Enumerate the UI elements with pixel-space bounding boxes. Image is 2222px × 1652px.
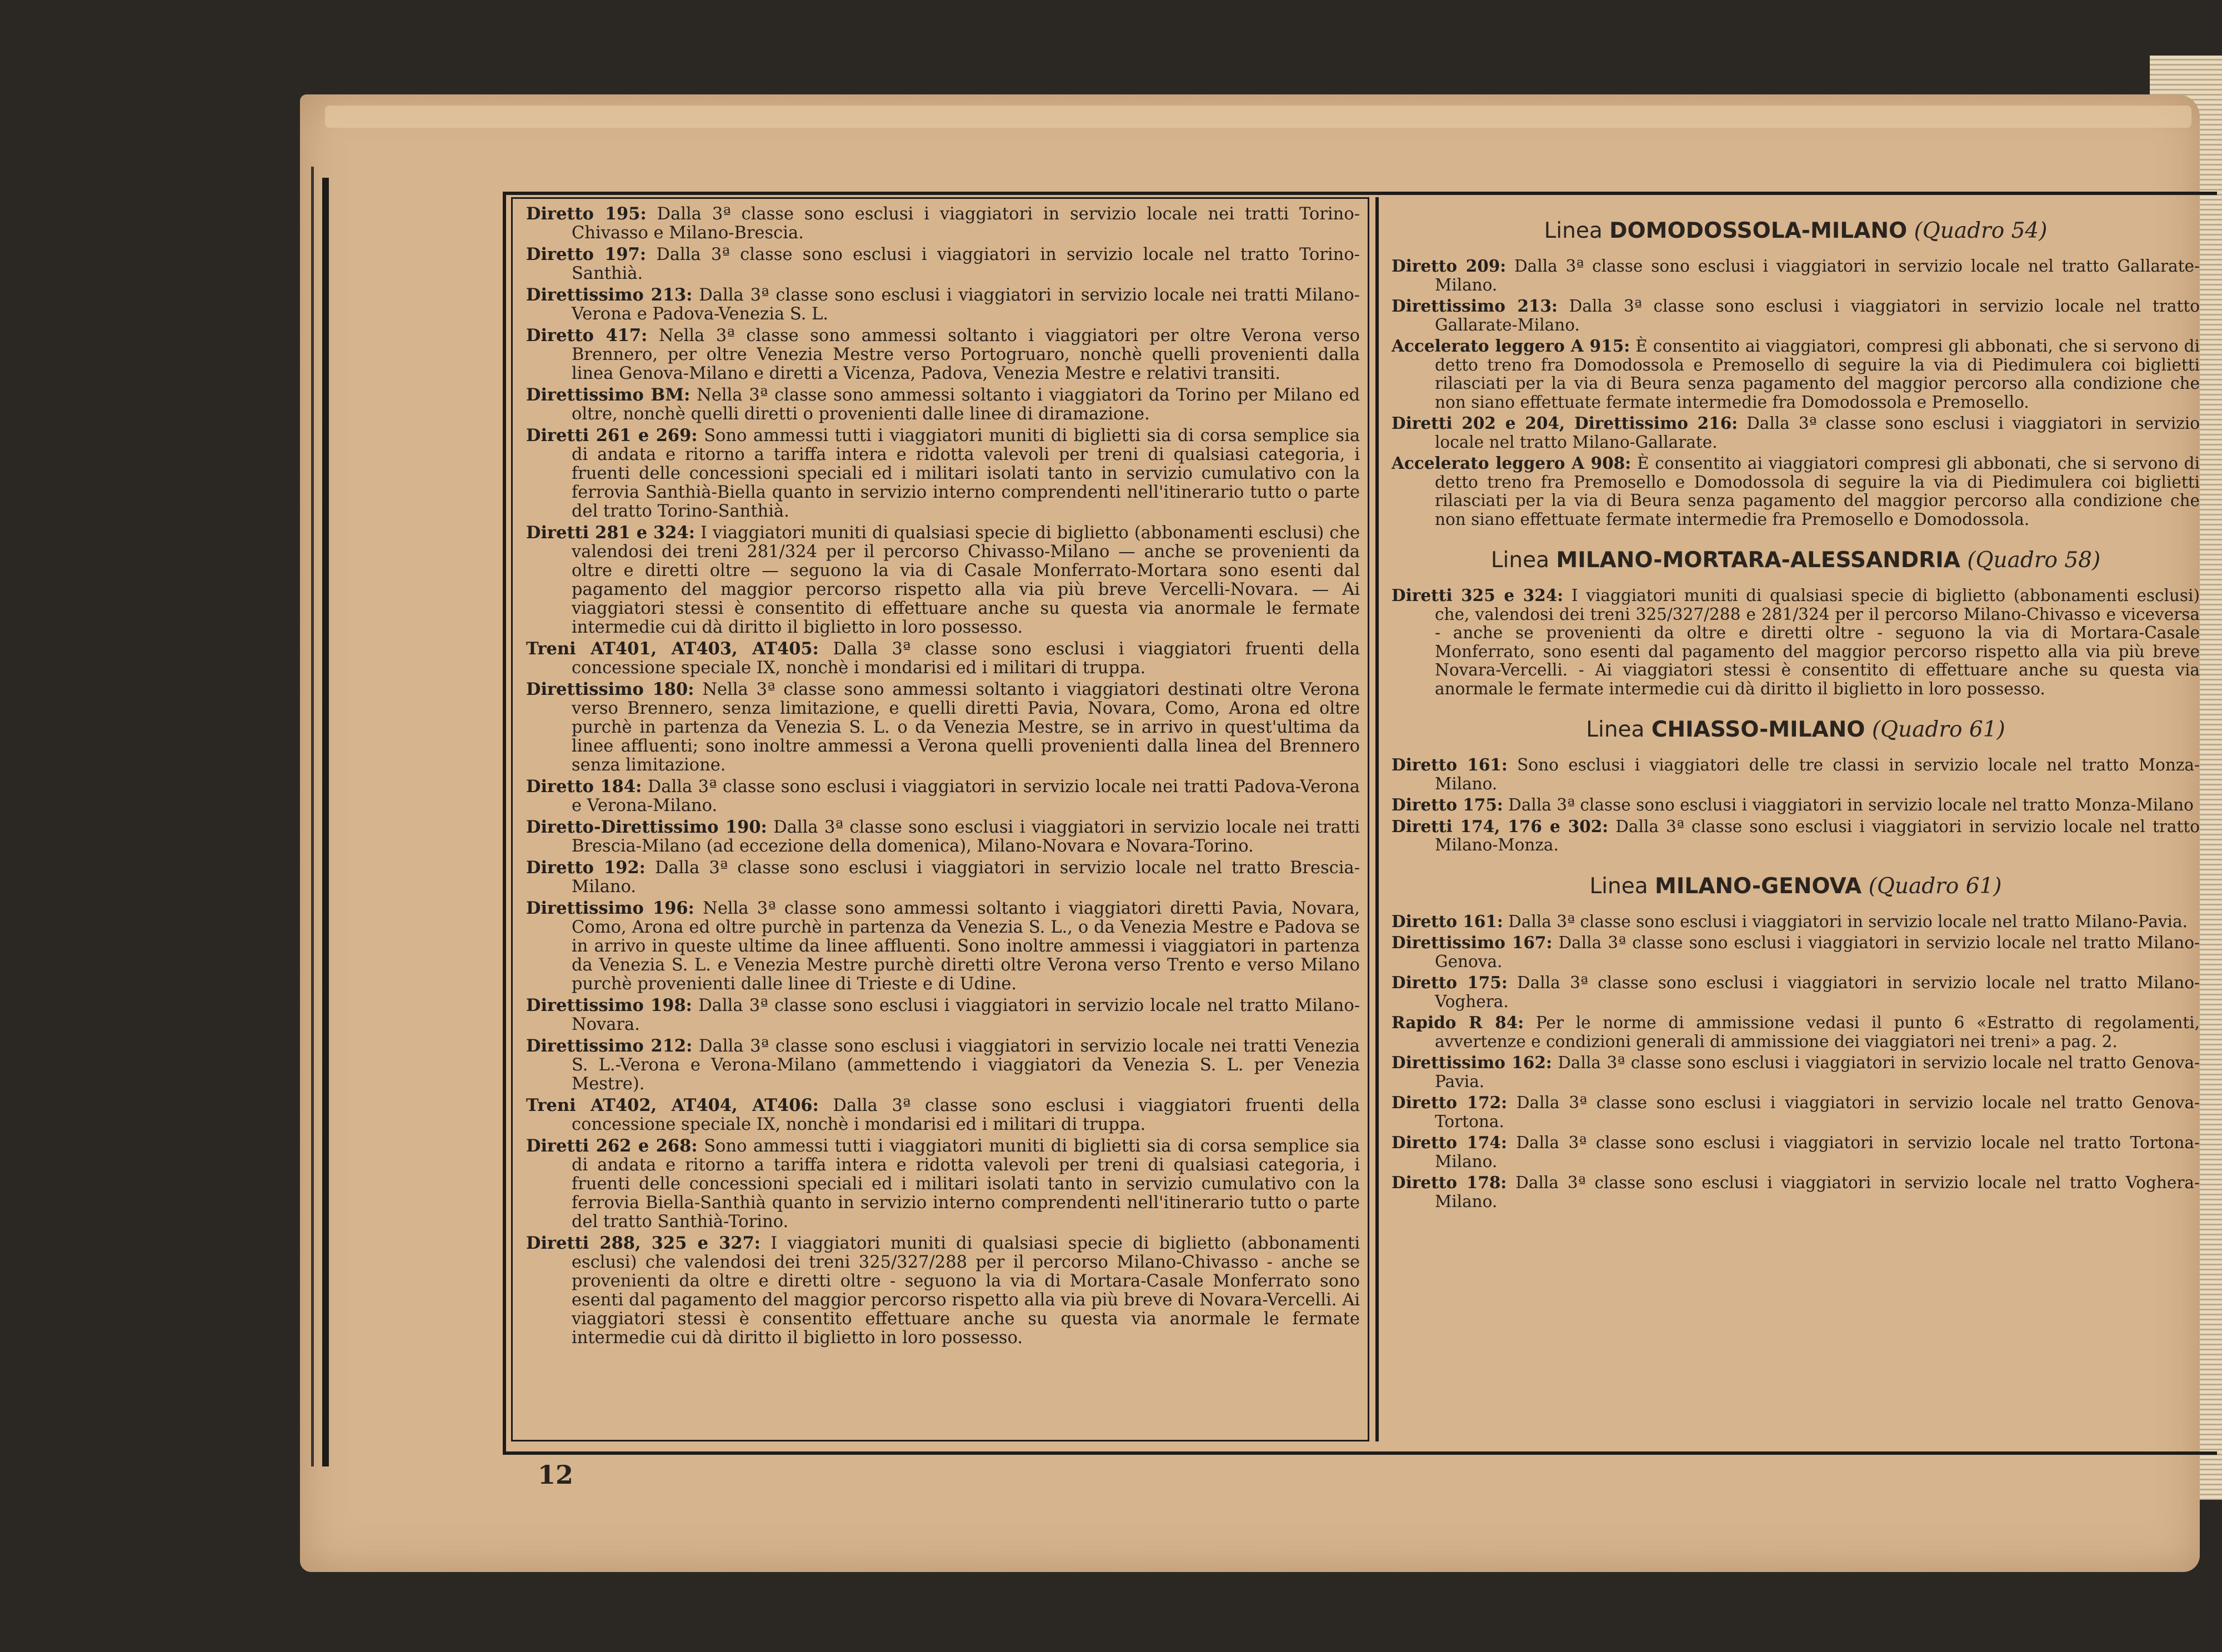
entry-text: Dalla 3ª classe sono esclusi i viaggiatori in servizio locale nel tratto Milano-Voghera. (1435, 973, 2200, 1011)
entry-title: Diretto 175: (1392, 973, 1508, 992)
notice-entry (1392, 817, 2200, 855)
entry-text: Nella 3ª classe sono ammessi soltanto i viaggiatori da Torino per Milano ed oltre, nonchè quelli diretti o provenienti dalle linee di diramazione. (572, 386, 1360, 424)
entry-text: Dalla 3ª classe sono esclusi i viaggiatori fruenti della concessione speciale IX, nonchè i mondarisi ed i militari di truppa. (572, 1096, 1360, 1134)
notice-entry (1392, 1093, 2200, 1131)
entry-text: I viaggiatori muniti di qualsiasi specie di biglietto (abbonamenti esclusi) che, valendosi dei treni 325/327/288 e 281/324 per il percorso Milano-Chivasso e viceversa - anche se provenienti da oltre e diretti oltre - seguono la via di Mortara-Casale Monferrato, sono esenti dal pagamento del maggior percorso rispetto alla via più breve Novara-Vercelli. - Ai viaggiatori stessi è consentito di effettuare anche su questa via anormale le fermate intermedie cui dà diritto il biglietto in loro possesso. (1435, 586, 2200, 698)
notice-entry (1392, 414, 2200, 452)
entry-text: Dalla 3ª classe sono esclusi i viaggiatori in servizio locale nei tratti Brescia-Milano (ad eccezione della domenica), Milano-Novara e Novara-Torino. (572, 818, 1360, 856)
entry-text: Nella 3ª classe sono ammessi soltanto i viaggiatori diretti Pavia, Novara, Como, Arona ed oltre purchè in partenza da Venezia S. L., o da Venezia Mestre e Padova se in arrivo in queste ultime da linee affluenti. Sono inoltre ammessi i viaggiatori in partenza da Venezia S. L. e Venezia Mestre purchè diretti oltre Verona verso Trento e verso Milano purchè provenienti dalle linee di Trieste e di Udine. (572, 899, 1360, 994)
entry-text: È consentito ai viaggiatori compresi gli abbonati, che si servono di detto treno fra Premosello e Domodossola di seguire la via di Piedimulera coi biglietti rilasciati per la via di Beura senza pagamento del maggior percorso alla condizione che non siano effettuate fermate intermedie fra Premosello e Domodossola. (1435, 454, 2200, 529)
gutter-rule-outer (311, 167, 314, 1466)
entry-text: Dalla 3ª classe sono esclusi i viaggiatori in servizio locale nel tratto Tortona-Milano. (1435, 1133, 2200, 1171)
entry-title: Direttissimo 212: (526, 1036, 693, 1056)
notice-entry (526, 204, 1360, 243)
entry-title: Diretto 172: (1392, 1093, 1508, 1112)
line-label: Linea (1490, 548, 1549, 573)
page-top-edge (325, 106, 2191, 128)
notice-entry (1392, 1133, 2200, 1171)
notice-entry (1392, 337, 2200, 412)
column-divider (1375, 197, 1379, 1441)
entry-title: Diretto 195: (526, 204, 647, 224)
notice-entry (1392, 973, 2200, 1011)
right-column (1386, 197, 2200, 1441)
notice-entry (1392, 454, 2200, 529)
notice-entry (526, 326, 1360, 383)
page-number: 12 (538, 1460, 574, 1490)
entry-text: Dalla 3ª classe sono esclusi i viaggiatori in servizio locale nei tratti Padova-Verona e Verona-Milano. (572, 777, 1360, 815)
notice-entry (526, 386, 1360, 424)
entry-text: Dalla 3ª classe sono esclusi i viaggiatori in servizio locale nel tratto Milano-Gallarate. (1435, 414, 2200, 452)
notice-entry (1392, 912, 2200, 932)
entry-text: È consentito ai viaggiatori, compresi gli abbonati, che si servono di detto treno fra Domodossola e Premosello di seguire la via di Piedimulera coi biglietti rilasciati per la via di Beura senza pagamento del maggior percorso alla condizione che non siano effettuate fermate intermedie fra Domodossola e Premosello. (1435, 337, 2200, 412)
notice-entry (526, 426, 1360, 521)
notice-entry (526, 858, 1360, 897)
entry-title: Diretto 178: (1392, 1173, 1507, 1192)
entry-title: Direttissimo 196: (526, 898, 694, 918)
entry-text: Dalla 3ª classe sono esclusi i viaggiatori in servizio locale nel tratto Gallarate-Milano. (1435, 297, 2200, 334)
line-label: Linea (1586, 717, 1645, 742)
entry-title: Diretto 197: (526, 244, 647, 264)
notice-entry (526, 1096, 1360, 1134)
entry-text: I viaggiatori muniti di qualsiasi specie di biglietto (abbonamenti esclusi) che valendosi dei treni 325/327/288 per il percorso Milano-Chivasso - anche se provenienti da oltre e diretti oltre - seguono la via di Mortara-Casale Monferrato sono esenti dal pagamento del maggior percorso rispetto alla via più breve di Novara-Vercelli. Ai viaggiatori stessi è consentito effettuare anche su questa via anormale le fermate intermedie cui dà diritto il biglietto in loro possesso. (572, 1234, 1360, 1348)
left-column (511, 197, 1369, 1441)
entry-title: Diretti 288, 325 e 327: (526, 1233, 761, 1253)
entry-text: Dalla 3ª classe sono esclusi i viaggiatori fruenti della concessione speciale IX, nonchè i mondarisi ed i militari di truppa. (572, 639, 1360, 678)
line-name: MILANO-GENOVA (1655, 873, 1862, 899)
entry-title: Diretti 262 e 268: (526, 1136, 698, 1156)
notice-entry (526, 680, 1360, 775)
entry-text: Nella 3ª classe sono ammessi soltanto i viaggiatori per oltre Verona verso Brennero, per oltre Venezia Mestre verso Portogruaro, nonchè quelli provenienti dalla linea Genova-Milano e diretti a Vicenza, Padova, Venezia Mestre e relativi transiti. (572, 326, 1360, 383)
notice-entry (1392, 1173, 2200, 1211)
line-heading (1392, 717, 2200, 742)
entry-text: Sono ammessi tutti i viaggiatori muniti di biglietti sia di corsa semplice sia di andata e ritorno a tariffa intera e ridotta valevoli per treni di qualsiasi categoria, i fruenti delle concessioni speciali ed i militari isolati tanto in servizio cumulativo con la ferrovia Santhià-Biella quanto in servizio interno comprendenti nell'itinerario tutto o parte del tratto Torino-Santhià. (572, 426, 1360, 521)
notice-entry (1392, 297, 2200, 334)
entry-text: Dalla 3ª classe sono esclusi i viaggiatori in servizio locale nel tratto Gallarate-Milano. (1435, 257, 2200, 294)
entry-title: Direttissimo 198: (526, 995, 692, 1015)
entry-title: Diretti 174, 176 e 302: (1392, 816, 1609, 836)
entry-title: Diretto 417: (526, 326, 648, 346)
entry-title: Direttissimo 213: (526, 285, 693, 305)
entry-title: Diretto 161: (1392, 911, 1503, 931)
entry-text: Dalla 3ª classe sono esclusi i viaggiatori in servizio locale nel tratto Torino-Santhià. (572, 245, 1360, 283)
entry-text: Dalla 3ª classe sono esclusi i viaggiatori in servizio locale nei tratti Torino-Chivasso e Milano-Brescia. (572, 204, 1360, 243)
notice-entry (1392, 755, 2200, 793)
entry-text: Per le norme di ammissione vedasi il punto 6 «Estratto di regolamenti, avvertenze e condizioni generali di ammissione dei viaggiatori nei treni» a pag. 2. (1435, 1013, 2200, 1051)
gutter-rule (322, 178, 329, 1466)
notice-entry (1392, 1013, 2200, 1051)
entry-title: Rapido R 84: (1392, 1013, 1524, 1032)
entry-title: Diretto-Direttissimo 190: (526, 817, 767, 837)
line-heading (1392, 874, 2200, 899)
notice-entry (1392, 586, 2200, 698)
notice-entry (526, 777, 1360, 815)
notice-entry (1392, 257, 2200, 294)
entry-title: Diretto 161: (1392, 755, 1508, 774)
notice-entry (526, 1234, 1360, 1348)
entry-title: Diretto 192: (526, 858, 645, 878)
line-name: MILANO-MORTARA-ALESSANDRIA (1556, 548, 1960, 573)
entry-title: Accelerato leggero A 915: (1392, 336, 1630, 356)
entry-text: Dalla 3ª classe sono esclusi i viaggiatori in servizio locale nel tratto Genova-Tortona. (1435, 1093, 2200, 1131)
notice-entry (526, 639, 1360, 678)
entry-title: Diretto 174: (1392, 1133, 1507, 1152)
line-name: CHIASSO-MILANO (1651, 717, 1865, 742)
entry-title: Diretto 175: (1392, 795, 1503, 814)
entry-title: Diretto 184: (526, 777, 642, 797)
line-label: Linea (1544, 218, 1603, 243)
entry-title: Treni AT402, AT404, AT406: (526, 1095, 819, 1115)
entry-title: Direttissimo 162: (1392, 1053, 1552, 1072)
entry-title: Diretti 202 e 204, Direttissimo 216: (1392, 413, 1738, 433)
entry-title: Diretti 281 e 324: (526, 523, 695, 543)
entry-title: Diretto 209: (1392, 256, 1507, 276)
entry-text: Dalla 3ª classe sono esclusi i viaggiatori in servizio locale nei tratti Milano-Verona e Padova-Venezia S. L. (572, 286, 1360, 324)
entry-title: Direttissimo 180: (526, 679, 694, 699)
line-name: DOMODOSSOLA-MILANO (1609, 218, 1908, 243)
entry-title: Diretti 261 e 269: (526, 425, 698, 445)
notice-entry (526, 899, 1360, 994)
notice-entry (526, 818, 1360, 856)
entry-text: Dalla 3ª classe sono esclusi i viaggiatori in servizio locale nel tratto Monza-Milano (1508, 795, 2194, 814)
entry-title: Direttissimo BM: (526, 385, 690, 405)
notice-entry (1392, 795, 2200, 815)
entry-text: Dalla 3ª classe sono esclusi i viaggiatori in servizio locale nel tratto Milano-Novara. (572, 996, 1360, 1034)
entry-text: Dalla 3ª classe sono esclusi i viaggiatori in servizio locale nel tratto Voghera-Milano. (1435, 1173, 2200, 1211)
notice-entry (526, 1037, 1360, 1094)
notice-entry (1392, 933, 2200, 971)
entry-text: Dalla 3ª classe sono esclusi i viaggiatori in servizio locale nei tratti Venezia S. L.-Verona e Verona-Milano (ammettendo i viaggiatori da Venezia S. L. per Venezia Mestre). (572, 1037, 1360, 1094)
entry-text: Sono esclusi i viaggiatori delle tre classi in servizio locale nel tratto Monza-Milano. (1435, 755, 2200, 793)
entry-text: Dalla 3ª classe sono esclusi i viaggiatori in servizio locale nel tratto Brescia-Milano. (572, 858, 1360, 897)
entry-text: Dalla 3ª classe sono esclusi i viaggiatori in servizio locale nel tratto Genova-Pavia. (1435, 1053, 2200, 1091)
line-quadro: (Quadro 61) (1871, 717, 2005, 742)
entry-title: Accelerato leggero A 908: (1392, 453, 1632, 473)
entry-title: Treni AT401, AT403, AT405: (526, 639, 819, 659)
entry-title: Diretti 325 e 324: (1392, 585, 1564, 605)
entry-title: Direttissimo 213: (1392, 296, 1558, 316)
entry-text: Dalla 3ª classe sono esclusi i viaggiatori in servizio locale nel tratto Milano-Genova. (1435, 933, 2200, 971)
entry-text: Sono ammessi tutti i viaggiatori muniti di biglietti sia di corsa semplice sia di andata e ritorno a tariffa intera e ridotta valevoli per treni di qualsiasi categoria, i fruenti delle concessioni speciali ed i militari isolati tanto in servizio cumulativo con la ferrovia Biella-Santhià quanto in servizio interno comprendenti nell'itinerario tutto o parte del tratto Santhià-Torino. (572, 1137, 1360, 1232)
entry-text: I viaggiatori muniti di qualsiasi specie di biglietto (abbonamenti esclusi) che valendosi dei treni 281/324 per il percorso Chivasso-Milano — anche se provenienti da oltre e diretti oltre — seguono la via di Casale Monferrato-Mortara sono esenti dal pagamento del maggior percorso rispetto alla via più breve Vercelli-Novara. — Ai viaggiatori stessi è consentito di effettuare anche su questa via anormale le fermate intermedie cui dà diritto il biglietto in loro possesso. (572, 523, 1360, 637)
line-quadro: (Quadro 61) (1868, 873, 2002, 899)
notice-entry (526, 286, 1360, 324)
line-heading (1392, 218, 2200, 243)
entry-text: Dalla 3ª classe sono esclusi i viaggiatori in servizio locale nel tratto Milano-Monza. (1435, 817, 2200, 854)
notice-entry (526, 245, 1360, 283)
line-quadro: (Quadro 58) (1967, 548, 2101, 573)
line-label: Linea (1589, 873, 1648, 899)
line-quadro: (Quadro 54) (1914, 218, 2048, 243)
entry-text: Dalla 3ª classe sono esclusi i viaggiatori in servizio locale nel tratto Milano-Pavia. (1508, 912, 2188, 931)
entry-title: Direttissimo 167: (1392, 933, 1553, 952)
notice-entry (1392, 1053, 2200, 1091)
notice-entry (526, 523, 1360, 637)
entry-text: Nella 3ª classe sono ammessi soltanto i viaggiatori destinati oltre Verona verso Brennero, senza limitazione, e quelli diretti Pavia, Novara, Como, Arona ed oltre purchè in partenza da Venezia S. L. o da Venezia Mestre, se in arrivo in quest'ultima da linee affluenti; sono inoltre ammessi a Verona quelli provenienti dalla linea del Brennero senza limitazione. (572, 680, 1360, 775)
notice-entry (526, 996, 1360, 1034)
line-heading (1392, 548, 2200, 573)
notice-entry (526, 1137, 1360, 1232)
